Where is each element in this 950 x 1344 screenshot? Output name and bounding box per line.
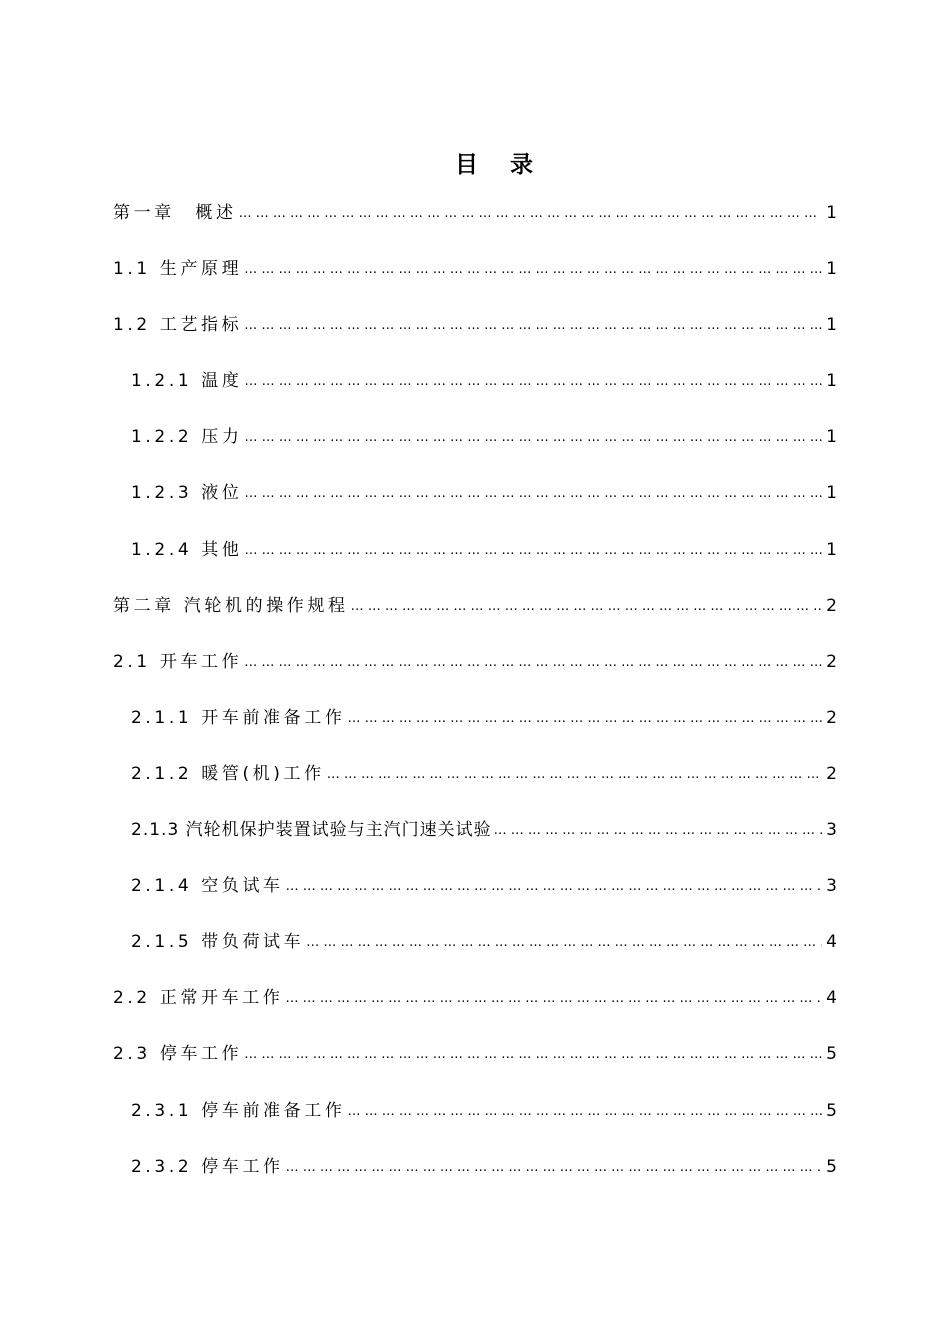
- toc-entry-label: 2.1.5 带负荷试车: [131, 932, 305, 953]
- toc-dot-leader: [244, 655, 822, 670]
- toc-page-number: 1: [826, 371, 837, 392]
- toc-entry[interactable]: [113, 703, 837, 759]
- toc-dot-leader: [244, 430, 822, 445]
- toc-page-number: 5: [826, 1100, 837, 1121]
- toc-dot-leader: [244, 262, 822, 277]
- toc-entry[interactable]: [113, 1039, 837, 1095]
- toc-entry-label: 2.3.1 停车前准备工作: [131, 1100, 346, 1121]
- toc-page-number: 3: [826, 820, 837, 841]
- toc-entry-label: 1.2 工艺指标: [113, 315, 243, 336]
- toc-dot-leader: [244, 374, 822, 389]
- toc-page-number: 5: [826, 1044, 837, 1065]
- table-of-contents: [113, 198, 837, 1208]
- toc-entry[interactable]: [113, 1152, 837, 1208]
- toc-entry[interactable]: [113, 478, 837, 534]
- toc-entry-label: 1.2.1 温度: [131, 371, 243, 392]
- toc-dot-leader: [351, 599, 822, 614]
- toc-entry[interactable]: [113, 422, 837, 478]
- toc-dot-leader: [285, 991, 822, 1006]
- toc-entry[interactable]: [113, 366, 837, 422]
- toc-entry-label: 2.1 开车工作: [113, 651, 243, 672]
- toc-page-number: 2: [826, 651, 837, 672]
- toc-entry[interactable]: [113, 815, 837, 871]
- toc-page-number: 1: [826, 539, 837, 560]
- toc-dot-leader: [244, 1047, 822, 1062]
- toc-dot-leader: [494, 823, 822, 838]
- toc-dot-leader: [239, 206, 822, 221]
- toc-entry[interactable]: [113, 310, 837, 366]
- toc-entry[interactable]: [113, 254, 837, 310]
- toc-entry-label: 2.1.3 汽轮机保护装置试验与主汽门速关试验: [131, 820, 492, 841]
- toc-page-number: 2: [826, 763, 837, 784]
- toc-page-number: 1: [826, 315, 837, 336]
- toc-page-number: 4: [826, 932, 837, 953]
- toc-entry-label: 第一章 概述: [113, 203, 237, 223]
- toc-entry-label: 第二章 汽轮机的操作规程: [113, 595, 349, 616]
- toc-entry-label: 1.1 生产原理: [113, 259, 243, 280]
- page-title: 目 录: [454, 152, 545, 179]
- toc-dot-leader: [347, 1104, 822, 1119]
- toc-page-number: 1: [826, 483, 837, 504]
- toc-entry[interactable]: [113, 591, 837, 647]
- toc-entry[interactable]: [113, 871, 837, 927]
- toc-dot-leader: [327, 767, 822, 782]
- toc-entry-label: 1.2.2 压力: [131, 427, 243, 448]
- toc-entry-label: 1.2.3 液位: [131, 483, 243, 504]
- toc-page-number: 4: [826, 988, 837, 1009]
- toc-page-number: 3: [826, 876, 837, 897]
- toc-dot-leader: [244, 318, 822, 333]
- toc-entry-label: 2.1.1 开车前准备工作: [131, 707, 346, 728]
- toc-dot-leader: [286, 1160, 822, 1175]
- toc-page-number: 1: [826, 203, 837, 223]
- toc-entry-label: 2.1.2 暖管(机)工作: [131, 763, 325, 784]
- toc-page-number: 1: [826, 259, 837, 280]
- toc-page-number: 2: [826, 707, 837, 728]
- toc-entry[interactable]: [113, 927, 837, 983]
- toc-page-number: 2: [826, 595, 837, 616]
- toc-entry-label: 2.1.4 空负试车: [131, 876, 284, 897]
- toc-entry-label: 2.2 正常开车工作: [113, 988, 284, 1009]
- toc-entry[interactable]: [113, 983, 837, 1039]
- toc-dot-leader: [347, 711, 822, 726]
- toc-entry[interactable]: [113, 647, 837, 703]
- toc-entry-label: 2.3 停车工作: [113, 1044, 243, 1065]
- toc-entry-label: 2.3.2 停车工作: [131, 1156, 284, 1177]
- toc-entry[interactable]: [113, 1096, 837, 1152]
- toc-dot-leader: [244, 543, 822, 558]
- toc-dot-leader: [306, 935, 822, 950]
- toc-page-number: 5: [826, 1156, 837, 1177]
- toc-dot-leader: [286, 879, 822, 894]
- toc-entry-label: 1.2.4 其他: [131, 539, 243, 560]
- toc-dot-leader: [244, 486, 822, 501]
- toc-entry[interactable]: [113, 198, 837, 254]
- toc-page-number: 1: [826, 427, 837, 448]
- toc-entry[interactable]: [113, 759, 837, 815]
- toc-entry[interactable]: [113, 535, 837, 591]
